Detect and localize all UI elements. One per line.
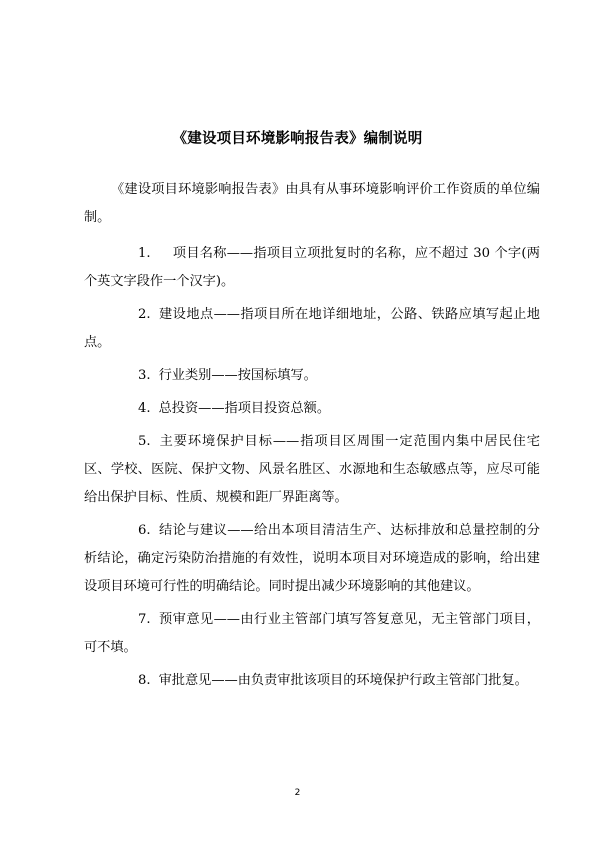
item-text: 建设地点——指项目所在地详细地址，公路、铁路应填写起止地点。 — [84, 307, 540, 350]
list-item — [84, 301, 540, 357]
item-text: 总投资——指项目投资总额。 — [158, 401, 331, 416]
item-number: 8. — [138, 673, 151, 688]
list-item — [84, 428, 540, 512]
item-number: 5. — [138, 434, 151, 449]
list-item — [84, 606, 540, 662]
list-item — [84, 395, 540, 423]
item-text: 审批意见——由负责审批该项目的环境保护行政主管部门批复。 — [158, 673, 528, 688]
item-number: 7. — [138, 612, 151, 627]
list-item — [84, 667, 540, 695]
item-number: 6. — [138, 523, 151, 538]
item-number: 2. — [138, 307, 151, 322]
page-title: 《建设项目环境影响报告表》编制说明 — [172, 131, 423, 147]
item-text: 主要环境保护目标——指项目区周围一定范围内集中居民住宅区、学校、医院、保护文物、风景名胜区、水源地和生态敏感点等，应尽可能给出保护目标、性质、规模和距厂界距离等。 — [84, 434, 540, 505]
item-text: 结论与建议——给出本项目清洁生产、达标排放和总量控制的分析结论，确定污染防治措施的有效性，说明本项目对环境造成的影响，给出建设项目环境可行性的明确结论。同时提出减少环境影响的其他建议。 — [84, 523, 540, 594]
item-number: 3. — [138, 368, 151, 383]
item-text: 预审意见——由行业主管部门填写答复意见，无主管部门项目，可不填。 — [84, 612, 540, 655]
intro-paragraph: 《建设项目环境影响报告表》由具有从事环境影响评价工作资质的单位编制。 — [84, 182, 540, 225]
page-number: 2 — [294, 788, 301, 798]
item-text: 项目名称——指项目立项批复时的名称，应不超过 30 个字(两个英文字段作一个汉字)。 — [84, 246, 540, 289]
list-item — [84, 362, 540, 390]
list-item — [84, 517, 540, 601]
list-item — [84, 240, 540, 296]
item-text: 行业类别——按国标填写。 — [158, 368, 317, 383]
item-number: 1. — [138, 246, 151, 261]
document-body — [84, 176, 540, 700]
item-number: 4. — [138, 401, 151, 416]
